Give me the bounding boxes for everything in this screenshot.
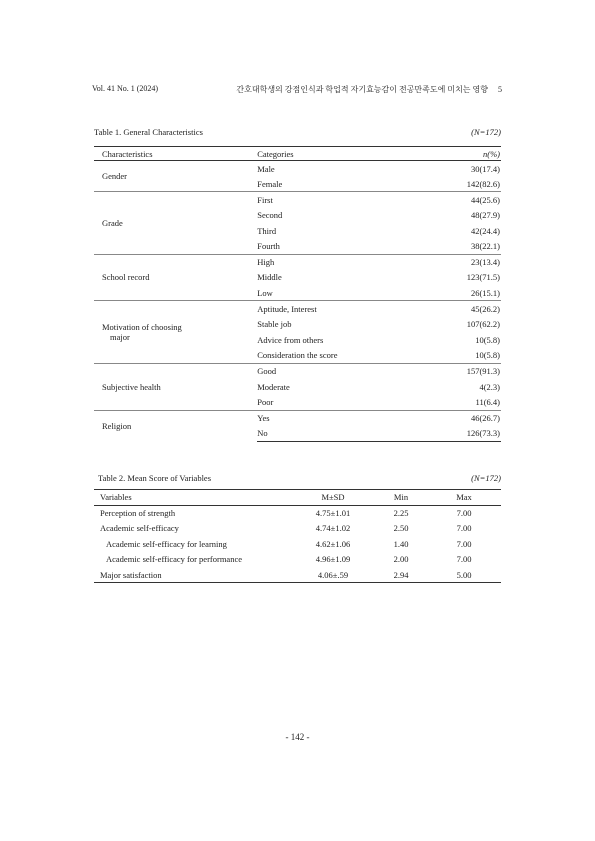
- category-cell: Female: [257, 178, 283, 189]
- category-cell: Third: [257, 225, 277, 236]
- characteristic-label: [94, 192, 257, 254]
- category-cell: Middle: [257, 272, 282, 283]
- column-header-msd: M±SD: [300, 490, 366, 506]
- msd-cell: 4.96±1.09: [315, 554, 351, 565]
- characteristic-label-line: Subjective health: [102, 381, 161, 392]
- category-cell: Aptitude, Interest: [257, 301, 437, 317]
- count-percent-cell: 45(26.2): [437, 301, 501, 317]
- count-percent-cell: 142(82.6): [466, 178, 500, 189]
- category-cell: Poor: [257, 396, 274, 407]
- characteristic-label-line: Gender: [102, 171, 128, 182]
- count-percent-cell: 44(25.6): [437, 192, 501, 208]
- table-row: [94, 254, 501, 270]
- category-cell: Second: [257, 210, 283, 221]
- table2-header-row: [94, 490, 501, 506]
- column-header-max: Max: [436, 490, 492, 506]
- category-cell: Yes: [257, 410, 437, 426]
- category-cell: Stable job: [257, 319, 292, 330]
- count-percent-cell: 48(27.9): [470, 210, 500, 221]
- running-title: 간호대학생의 강점인식과 학업적 자기효능감이 전공만족도에 미치는 영향: [236, 85, 488, 94]
- count-percent-cell: 126(73.3): [437, 426, 501, 442]
- characteristic-label-line: School record: [102, 272, 150, 283]
- table-row: [94, 552, 501, 568]
- msd-cell: 4.74±1.02: [315, 523, 351, 534]
- mean-score-table: [94, 489, 501, 583]
- min-cell: 2.50: [393, 523, 409, 534]
- max-cell: 7.00: [456, 554, 472, 565]
- characteristic-label: [94, 301, 257, 363]
- category-cell: No: [257, 426, 437, 442]
- table1-caption-row: [94, 126, 501, 138]
- max-cell: 7.00: [456, 508, 472, 518]
- min-cell: 2.25: [393, 508, 409, 518]
- count-percent-cell: 4(2.3): [479, 381, 500, 392]
- table-row: [94, 505, 501, 521]
- spacer-cell: [492, 536, 501, 552]
- spacer-cell: [492, 552, 501, 568]
- table-row: [94, 363, 501, 379]
- category-cell: High: [257, 254, 437, 270]
- count-percent-cell: 23(13.4): [437, 254, 501, 270]
- general-characteristics-table: [94, 146, 501, 442]
- variable-label: Academic self-efficacy for performance: [106, 554, 242, 565]
- column-header-min: Min: [366, 490, 436, 506]
- variable-label: Academic self-efficacy for learning: [106, 538, 227, 549]
- variable-label: Major satisfaction: [94, 567, 300, 583]
- column-header-variables: Variables: [94, 490, 300, 506]
- table-row: [94, 536, 501, 552]
- count-percent-cell: 157(91.3): [437, 363, 501, 379]
- running-header: [92, 84, 502, 96]
- count-percent-cell: 123(71.5): [466, 272, 500, 283]
- table2-caption: Table 2. Mean Score of Variables: [98, 473, 212, 483]
- table-row: [94, 410, 501, 426]
- count-percent-cell: 42(24.4): [470, 225, 500, 236]
- table-row: [94, 161, 501, 177]
- characteristic-label-line: Grade: [102, 217, 123, 228]
- table1-sample-size: (N=172): [471, 127, 501, 137]
- count-percent-cell: 30(17.4): [470, 163, 500, 174]
- characteristic-label-line: major: [110, 332, 130, 343]
- characteristic-label: [94, 161, 257, 192]
- category-cell: First: [257, 192, 437, 208]
- category-cell: Good: [257, 363, 437, 379]
- max-cell: 7.00: [456, 523, 472, 534]
- count-percent-cell: 11(6.4): [475, 396, 500, 407]
- table-row: [94, 521, 501, 537]
- count-percent-cell: 46(26.7): [437, 410, 501, 426]
- characteristic-label: [94, 254, 257, 301]
- journal-volume: Vol. 41 No. 1 (2024): [92, 84, 159, 93]
- count-percent-cell: 107(62.2): [466, 319, 500, 330]
- category-cell: Consideration the score: [257, 350, 338, 361]
- table1-header-row: [94, 147, 501, 161]
- characteristic-label-line: Motivation of choosing: [102, 322, 182, 333]
- category-cell: Male: [257, 163, 275, 174]
- msd-cell: 4.75±1.01: [315, 508, 351, 518]
- msd-cell: 4.62±1.06: [315, 538, 351, 549]
- characteristic-label: [94, 363, 257, 410]
- count-percent-cell: 26(15.1): [470, 287, 500, 298]
- table-row: [94, 567, 501, 583]
- header-page-number: 5: [498, 85, 502, 94]
- min-cell: 2.94: [366, 567, 436, 583]
- min-cell: 2.00: [393, 554, 409, 565]
- column-header-characteristics: Characteristics: [94, 147, 257, 161]
- category-cell: Low: [257, 287, 273, 298]
- count-percent-cell: 10(5.8): [475, 350, 500, 361]
- spacer-cell: [492, 567, 501, 583]
- page-footer-number: - 142 -: [285, 732, 310, 742]
- table2-sample-size: (N=172): [471, 473, 501, 483]
- running-title-block: [236, 84, 502, 95]
- category-cell: Moderate: [257, 381, 290, 392]
- msd-cell: 4.06±.59: [300, 567, 366, 583]
- characteristic-label: [94, 410, 257, 441]
- table-row: [94, 301, 501, 317]
- table2-body: [94, 505, 501, 583]
- category-cell: Fourth: [257, 241, 280, 252]
- table-row: [94, 192, 501, 208]
- table1-body: [94, 161, 501, 442]
- table2-caption-row: [98, 472, 501, 484]
- max-cell: 5.00: [436, 567, 492, 583]
- spacer-cell: [492, 505, 501, 521]
- column-header-n-percent: n(%): [437, 147, 501, 161]
- category-cell: Advice from others: [257, 334, 324, 345]
- count-percent-cell: 38(22.1): [470, 241, 500, 252]
- table1-caption: Table 1. General Characteristics: [94, 127, 203, 137]
- column-header-categories: Categories: [257, 147, 437, 161]
- spacer-cell: [492, 521, 501, 537]
- max-cell: 7.00: [456, 538, 472, 549]
- characteristic-label-line: Religion: [102, 420, 132, 431]
- variable-label: Perception of strength: [100, 508, 176, 518]
- variable-label: Academic self-efficacy: [100, 523, 179, 534]
- count-percent-cell: 10(5.8): [475, 334, 500, 345]
- min-cell: 1.40: [393, 538, 409, 549]
